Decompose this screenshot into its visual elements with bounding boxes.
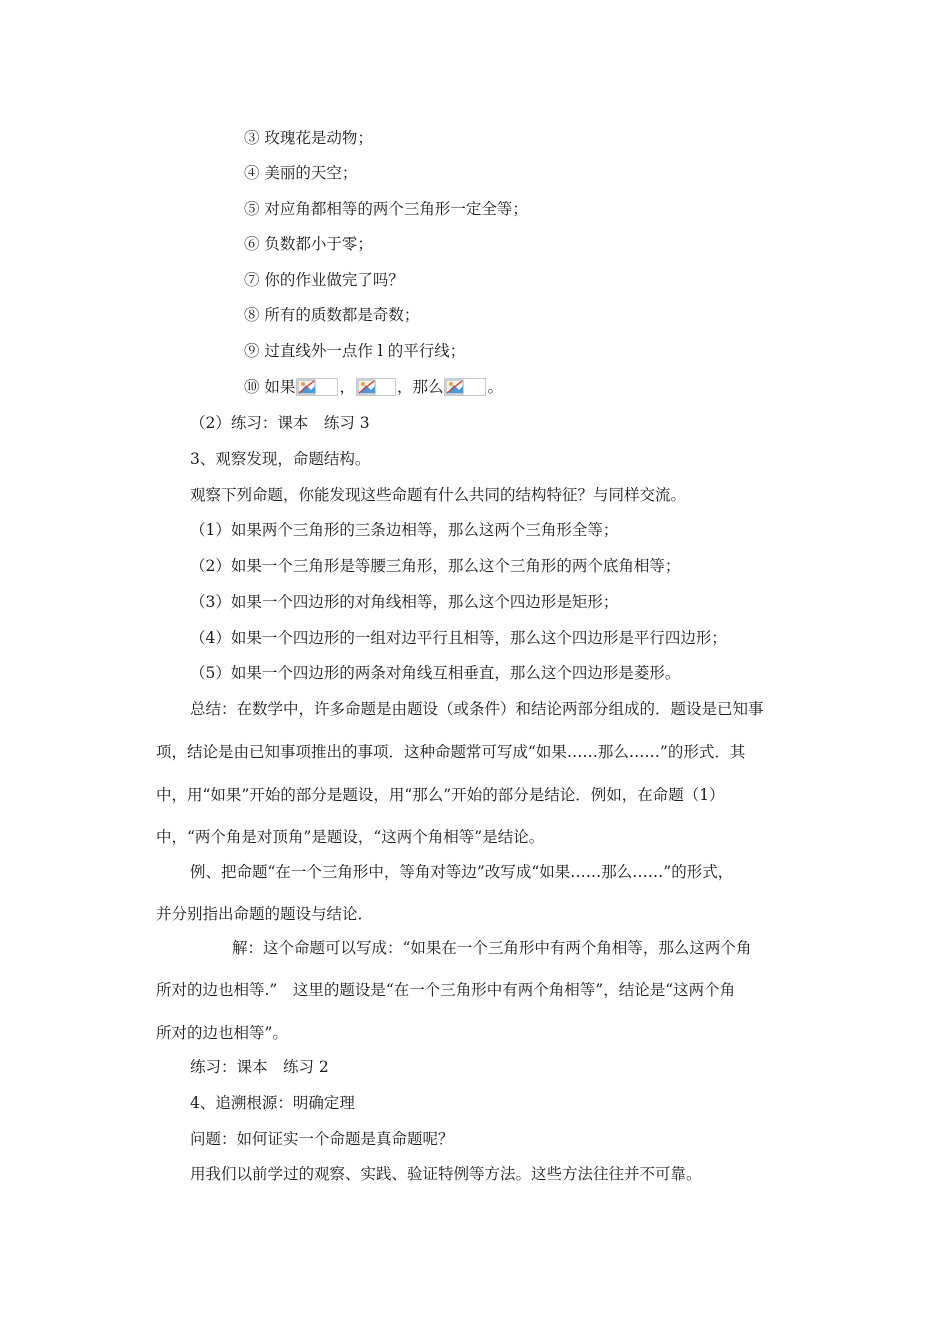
list-item-4: ④ 美丽的天空；: [244, 164, 358, 182]
solution-line-1: 解：这个命题可以写成：“如果在一个三角形中有两个角相等，那么这两个角: [232, 939, 752, 957]
summary-line-3: 中，用“如果”开始的部分是题设，用“那么”开始的部分是结论．例如，在命题（1）: [156, 786, 725, 804]
example-line-2: 并分别指出命题的题设与结论．: [156, 905, 374, 923]
broken-image-icon: [444, 378, 486, 396]
broken-image-icon: [356, 378, 396, 396]
practice-1: （2）练习：课本 练习 3: [190, 414, 370, 432]
list-item-10: [244, 377, 503, 397]
section-4-heading: 4、追溯根源：明确定理: [190, 1094, 355, 1112]
list-item-6: ⑥ 负数都小于零；: [244, 235, 373, 253]
practice-2: 练习：课本 练习 2: [190, 1058, 329, 1076]
proposition-2: （2）如果一个三角形是等腰三角形，那么这个三角形的两个底角相等；: [190, 557, 681, 575]
summary-line-2: 项，结论是由已知事项推出的事项．这种命题常可写成“如果……那么……”的形式．其: [156, 743, 746, 761]
broken-image-icon: [296, 378, 338, 396]
proposition-5: （5）如果一个四边形的两条对角线互相垂直，那么这个四边形是菱形。: [190, 664, 681, 682]
list-item-9: ⑨ 过直线外一点作 l 的平行线；: [244, 342, 466, 360]
section-4-answer: 用我们以前学过的观察、实践、验证特例等方法。这些方法往往并不可靠。: [190, 1165, 702, 1183]
list-item-7: ⑦ 你的作业做完了吗？: [244, 271, 404, 289]
summary-line-1: 总结：在数学中，许多命题是由题设（或条件）和结论两部分组成的．题设是已知事: [190, 700, 764, 718]
proposition-4: （4）如果一个四边形的一组对边平行且相等，那么这个四边形是平行四边形；: [190, 629, 727, 647]
list-item-3: ③ 玫瑰花是动物；: [244, 129, 373, 147]
list-item-10-end: 。: [487, 378, 503, 396]
section-3-intro: 观察下列命题，你能发现这些命题有什么共同的结构特征？与同样交流。: [190, 486, 687, 504]
section-3-heading: 3、观察发现，命题结构。: [190, 450, 371, 468]
section-4-question: 问题：如何证实一个命题是真命题呢？: [190, 1130, 454, 1148]
list-item-8: ⑧ 所有的质数都是奇数；: [244, 306, 420, 324]
example-line-1: 例、把命题“在一个三角形中，等角对等边”改写成“如果……那么……”的形式，: [190, 863, 734, 881]
solution-line-2: 所对的边也相等.” 这里的题设是“在一个三角形中有两个角相等”，结论是“这两个角: [156, 981, 736, 999]
proposition-3: （3）如果一个四边形的对角线相等，那么这个四边形是矩形；: [190, 593, 619, 611]
solution-line-3: 所对的边也相等”。: [156, 1024, 288, 1042]
list-item-10-prefix: ⑩ 如果: [244, 378, 296, 396]
list-item-10-comma: ，: [339, 378, 355, 396]
proposition-1: （1）如果两个三角形的三条边相等，那么这两个三角形全等；: [190, 521, 619, 539]
list-item-5: ⑤ 对应角都相等的两个三角形一定全等；: [244, 200, 528, 218]
summary-line-4: 中，“两个角是对顶角”是题设，“这两个角相等”是结论。: [156, 828, 545, 846]
list-item-10-then: ，那么: [396, 378, 444, 396]
